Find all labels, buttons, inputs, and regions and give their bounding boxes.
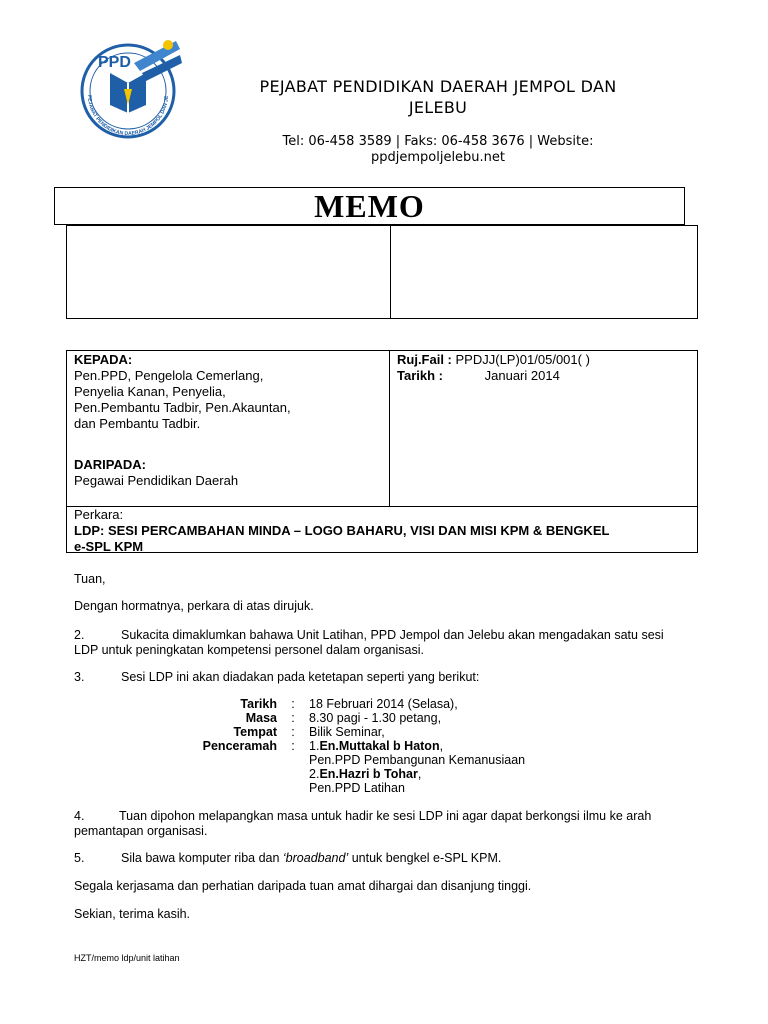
speaker-1-role: Pen.PPD Pembangunan Kemanusiaan <box>309 753 526 767</box>
salutation: Tuan, <box>74 572 106 586</box>
detail-penceramah-value <box>309 739 580 795</box>
blank-header-box <box>66 225 698 319</box>
speaker-2-number: 2. <box>309 767 320 781</box>
speaker-1-comma: , <box>439 739 444 753</box>
info-top-row <box>67 351 697 507</box>
paragraph-2-text: Sukacita dimaklumkan bahawa Unit Latihan, PPD Jempol dan Jelebu akan mengadakan satu sesi <box>121 628 664 642</box>
organization-contact <box>196 134 680 166</box>
closing: Sekian, terima kasih. <box>74 907 191 921</box>
detail-masa-value: 8.30 pagi - 1.30 petang, <box>309 711 442 725</box>
kepada-line-2: Penyelia Kanan, Penyelia, <box>74 384 226 399</box>
paragraph-4-number: 4. <box>74 809 85 823</box>
footer-reference: HZT/memo ldp/unit latihan <box>74 953 180 963</box>
perkara-subject-line1: LDP: SESI PERCAMBAHAN MINDA – LOGO BAHARU, VISI DAN MISI KPM & BENGKEL <box>74 523 610 538</box>
detail-tarikh-value: 18 Februari 2014 (Selasa), <box>309 697 458 711</box>
session-details <box>150 697 580 795</box>
kepada-line-3: Pen.Pembantu Tadbir, Pen.Akauntan, <box>74 400 291 415</box>
daripada-label: DARIPADA: <box>74 457 146 472</box>
memo-title: MEMO <box>314 187 425 224</box>
contact-line1: Tel: 06-458 3589 | Faks: 06-458 3676 | Website: <box>282 134 594 149</box>
paragraph-2-number: 2. <box>74 628 85 642</box>
memo-info-table <box>66 350 698 553</box>
paragraph-1: Dengan hormatnya, perkara di atas dirujuk. <box>74 599 314 613</box>
paragraph-6: Segala kerjasama dan perhatian daripada tuan amat dihargai dan disanjung tinggi. <box>74 879 532 893</box>
detail-tempat <box>150 725 580 739</box>
ppd-logo <box>76 33 186 141</box>
paragraph-2 <box>74 628 686 658</box>
kepada-line-1: Pen.PPD, Pengelola Cemerlang, <box>74 368 264 383</box>
paragraph-3 <box>74 670 686 685</box>
paragraph-4-text: Tuan dipohon melapangkan masa untuk hadir ke sesi LDP ini agar dapat berkongsi ilmu ke arah <box>119 809 652 823</box>
paragraph-5-text-post: untuk bengkel e-SPL KPM. <box>348 851 502 865</box>
daripada-value: Pegawai Pendidikan Daerah <box>74 473 239 488</box>
organization-title <box>196 76 680 118</box>
speaker-1 <box>309 739 580 753</box>
paragraph-5 <box>74 851 686 866</box>
org-title-line1: PEJABAT PENDIDIKAN DAERAH JEMPOL DAN <box>259 77 617 96</box>
tarikh-value: Januari 2014 <box>484 368 560 383</box>
detail-penceramah-label: Penceramah <box>202 739 277 753</box>
detail-masa-label: Masa <box>245 711 277 725</box>
detail-tarikh-label: Tarikh <box>240 697 277 711</box>
rujfail-value: PPDJJ(LP)01/05/001( ) <box>455 352 590 367</box>
perkara-subject-line2: e-SPL KPM <box>74 539 144 554</box>
ppd-logo-graphic <box>76 33 186 141</box>
perkara-row <box>67 507 697 555</box>
tarikh-row <box>397 368 697 384</box>
detail-tempat-value: Bilik Seminar, <box>309 725 385 739</box>
detail-colon: : <box>291 697 295 711</box>
contact-line2: ppdjempoljelebu.net <box>370 150 506 165</box>
org-title-line2: JELEBU <box>408 98 468 117</box>
recipient-cell <box>67 351 390 506</box>
detail-tempat-label: Tempat <box>233 725 277 739</box>
speaker-2 <box>309 767 580 781</box>
paragraph-2-continuation: LDP untuk peningkatan kompetensi personel dalam organisasi. <box>74 643 424 657</box>
reference-cell <box>390 351 697 506</box>
paragraph-5-text-italic: ‘broadband’ <box>282 851 349 865</box>
speaker-2-name: En.Hazri b Tohar <box>319 767 418 781</box>
rujfail-label: Ruj.Fail : <box>397 352 452 367</box>
kepada-label: KEPADA: <box>74 352 133 367</box>
detail-penceramah <box>150 739 580 795</box>
tarikh-label: Tarikh : <box>397 368 443 383</box>
detail-colon: : <box>291 711 295 725</box>
rujfail-row <box>397 352 697 368</box>
speaker-1-name: En.Muttakal b Haton <box>319 739 440 753</box>
detail-colon: : <box>291 739 295 753</box>
memo-title-box <box>54 187 685 225</box>
kepada-line-4: dan Pembantu Tadbir. <box>74 416 201 431</box>
blank-box-left <box>67 226 391 318</box>
perkara-label: Perkara: <box>74 507 124 522</box>
speaker-1-number: 1. <box>309 739 320 753</box>
paragraph-4 <box>74 809 686 839</box>
detail-tarikh <box>150 697 580 711</box>
detail-masa <box>150 711 580 725</box>
paragraph-5-text-pre: Sila bawa komputer riba dan <box>121 851 283 865</box>
paragraph-3-number: 3. <box>74 670 85 684</box>
paragraph-4-continuation: pemantapan organisasi. <box>74 824 208 838</box>
paragraph-5-number: 5. <box>74 851 85 865</box>
speaker-2-role: Pen.PPD Latihan <box>309 781 405 795</box>
logo-text: PPD <box>98 54 131 71</box>
paragraph-3-text: Sesi LDP ini akan diadakan pada ketetapan seperti yang berikut: <box>121 670 480 684</box>
logo-ring-text: PEJABAT PENDIDIKAN DAERAH JEMPOL DAN JE <box>85 94 171 138</box>
detail-colon: : <box>291 725 295 739</box>
speaker-2-comma: , <box>417 767 422 781</box>
